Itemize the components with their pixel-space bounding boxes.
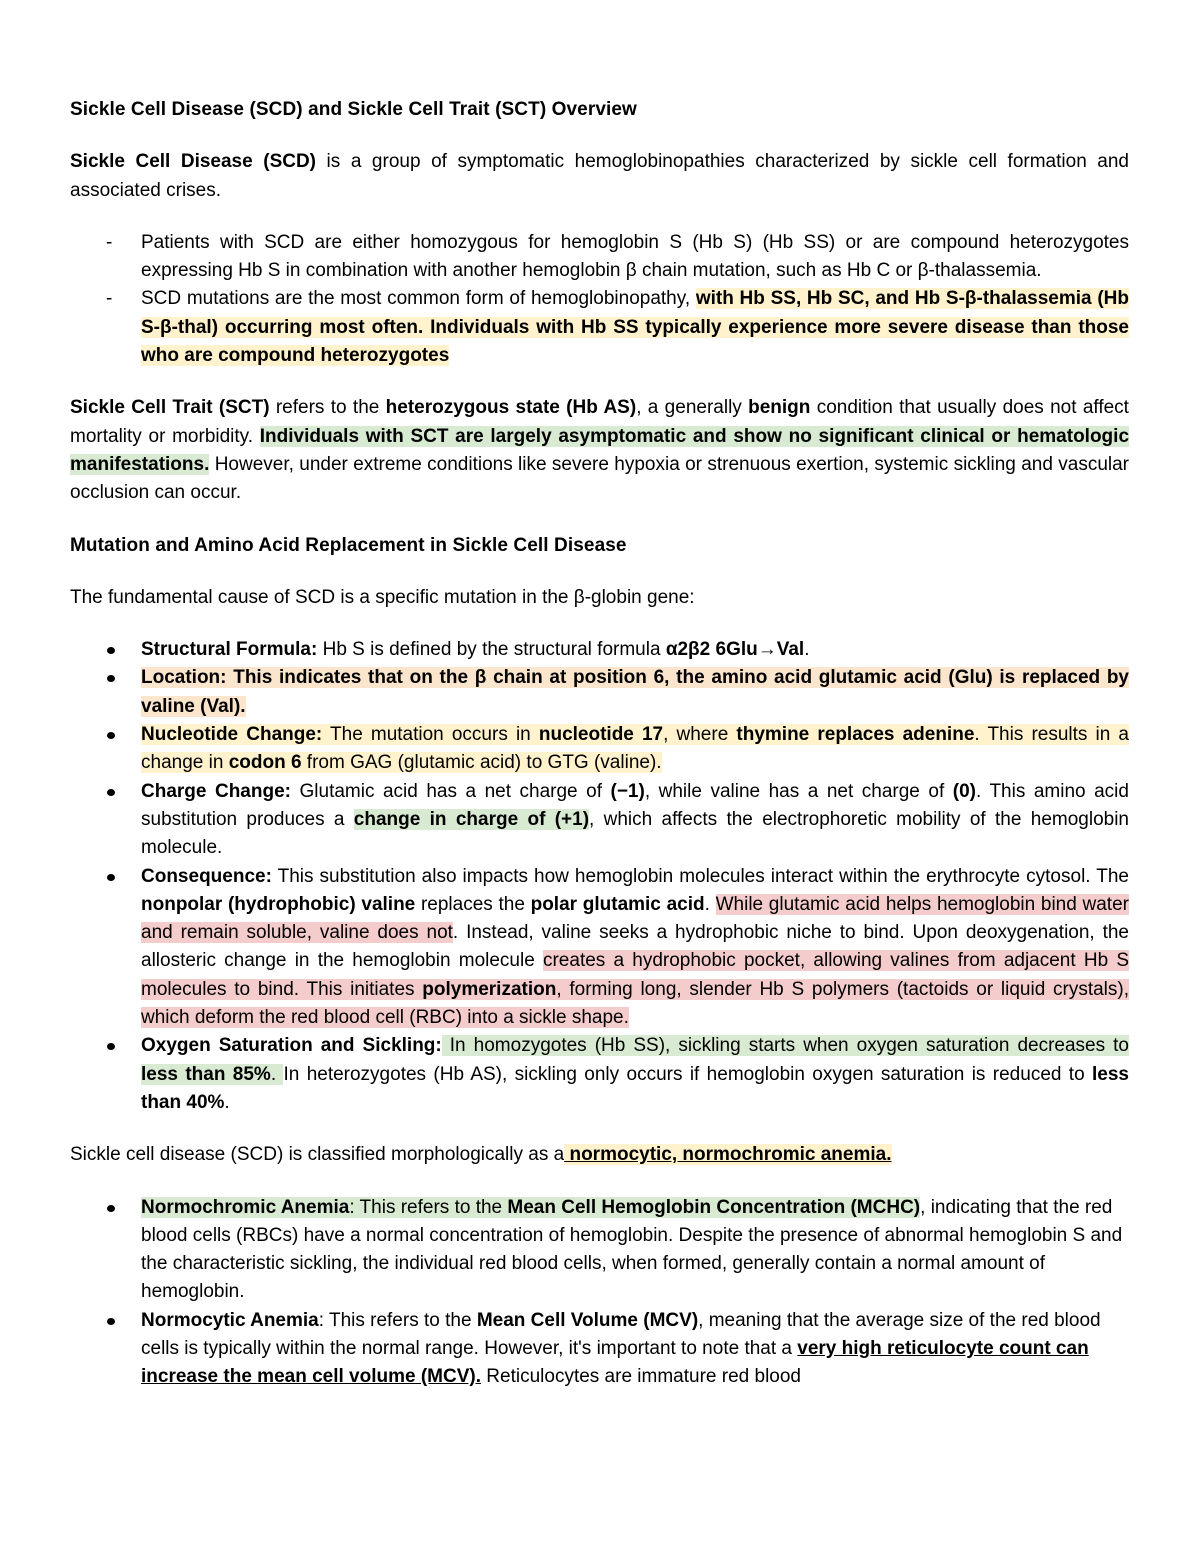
bullet-icon <box>107 675 115 682</box>
list-item: Charge Change: Glutamic acid has a net charge of (−1), while valine has a net charge of (0). This amino acid substitution produces a change in charge of (+1), which affects the electrophoretic mobility of the hemoglobin molecule. <box>70 778 1129 863</box>
bullet-icon <box>107 732 115 739</box>
scd-intro: Sickle Cell Disease (SCD) is a group of symptomatic hemoglobinopathies characterized by sickle cell formation and associated crises. <box>70 151 1130 201</box>
list-item: Normochromic Anemia: This refers to the Mean Cell Hemoglobin Concentration (MCHC), indicating that the red blood cells (RBCs) have a normal concentration of hemoglobin. Despite the presence of abnormal hemoglobin S and the characteristic sickling, the individual red blood cells, when formed, generally contain a normal amount of hemoglobin. <box>70 1194 1129 1307</box>
highlight-red: While glutamic acid helps hemoglobin bind water and remain soluble, valine does not <box>141 893 1129 944</box>
scd-points-list <box>70 229 1129 370</box>
bullet-icon <box>107 1205 115 1212</box>
section-heading: Mutation and Amino Acid Replacement in Sickle Cell Disease <box>70 534 627 556</box>
bullet-icon <box>107 789 115 796</box>
highlight-yellow: with Hb SS, Hb SC, and Hb S-β-thalassemia (Hb S-β-thal) occurring most often. Individuals with Hb SS typically experience more severe disease than those who are compound heterozygotes <box>141 288 1129 367</box>
mutation-bullets <box>70 636 1129 1117</box>
list-item: Oxygen Saturation and Sickling: In homozygotes (Hb SS), sickling starts when oxygen saturation decreases to less than 85%. In heterozygotes (Hb AS), sickling only occurs if hemoglobin oxygen saturation is reduced to less than 40%. <box>70 1032 1129 1117</box>
mutation-intro: The fundamental cause of SCD is a specific mutation in the β-globin gene: <box>70 586 695 608</box>
bullet-icon <box>107 1043 115 1050</box>
morphology-sentence: Sickle cell disease (SCD) is classified morphologically as a normocytic, normochromic anemia. <box>70 1144 892 1166</box>
list-item: - Patients with SCD are either homozygous for hemoglobin S (Hb S) (Hb SS) or are compound heterozygotes expressing Hb S in combination with another hemoglobin β chain mutation, such as Hb C or β-thalassemia. <box>70 229 1129 286</box>
list-item <box>70 664 1129 721</box>
bullet-icon <box>107 647 115 654</box>
sct-paragraph: Sickle Cell Trait (SCT) refers to the heterozygous state (Hb AS), a generally benign condition that usually does not affect mortality or morbidity. Individuals with SCT are largely asymptomatic and show no significant clinical or hematologic manifestations. However, under extreme conditions like severe hypoxia or strenuous exertion, systemic sickling and vascular occlusion can occur. <box>70 397 1130 504</box>
list-item: Structural Formula: Hb S is defined by the structural formula α2β2 6Glu→Val. <box>70 636 1129 664</box>
list-item: - SCD mutations are the most common form of hemoglobinopathy, with Hb SS, Hb SC, and Hb S-β-thalassemia (Hb S-β-thal) occurring most often. Individuals with Hb SS typically experience more severe disease than those who are compound heterozygotes <box>70 285 1129 370</box>
highlight-green: change in charge of (+1) <box>353 808 590 830</box>
highlight-orange: Location: This indicates that on the β chain at position 6, the amino acid glutamic acid (Glu) is replaced by valine (Val). <box>141 667 1129 717</box>
bullet-icon <box>107 874 115 881</box>
dash-marker: - <box>106 288 113 310</box>
underlined-emphasis: very high reticulocyte count can increase the mean cell volume (MCV). <box>141 1337 1089 1388</box>
page-title: Sickle Cell Disease (SCD) and Sickle Cell Trait (SCT) Overview <box>70 99 637 120</box>
highlight-yellow: normocytic, normochromic anemia. <box>564 1144 892 1166</box>
highlight-green: In homozygotes (Hb SS), sickling starts when oxygen saturation decreases to less than 85%. <box>141 1035 1129 1085</box>
highlight-red: creates a hydrophobic pocket, allowing valines from adjacent Hb S molecules to bind. This initiates polymerization, forming long, slender Hb S polymers (tactoids or liquid crystals), which deform the red blood cell (RBC) into a sickle shape. <box>141 950 1130 1029</box>
highlight-yellow: Nucleotide Change: The mutation occurs in nucleotide 17, where thymine replaces adenine. This results in a change in codon 6 from GAG (glutamic acid) to GTG (valine). <box>141 724 1130 774</box>
document-page <box>70 96 1129 1392</box>
bullet-icon <box>107 1318 115 1325</box>
highlight-green: Normochromic Anemia: This refers to the Mean Cell Hemoglobin Concentration (MCHC) <box>141 1196 921 1218</box>
list-item: Consequence: This substitution also impacts how hemoglobin molecules interact within the erythrocyte cytosol. The nonpolar (hydrophobic) valine replaces the polar glutamic acid. While glutamic acid helps hemoglobin bind water and remain soluble, valine does not. Instead, valine seeks a hydrophobic niche to bind. Upon deoxygenation, the allosteric change in the hemoglobin molecule creates a hydrophobic pocket, allowing valines from adjacent Hb S molecules to bind. This initiates polymerization, forming long, slender Hb S polymers (tactoids or liquid crystals), which deform the red blood cell (RBC) into a sickle shape. <box>70 863 1129 1033</box>
anemia-bullets <box>70 1194 1129 1392</box>
list-item: Normocytic Anemia: This refers to the Mean Cell Volume (MCV), meaning that the average size of the red blood cells is typically within the normal range. However, it's important to note that a very high reticulocyte count can increase the mean cell volume (MCV). Reticulocytes are immature red blood <box>70 1307 1129 1392</box>
highlight-green: Individuals with SCT are largely asymptomatic and show no significant clinical or hematologic manifestations. <box>70 425 1130 475</box>
dash-marker: - <box>106 231 113 253</box>
list-item <box>70 721 1129 778</box>
